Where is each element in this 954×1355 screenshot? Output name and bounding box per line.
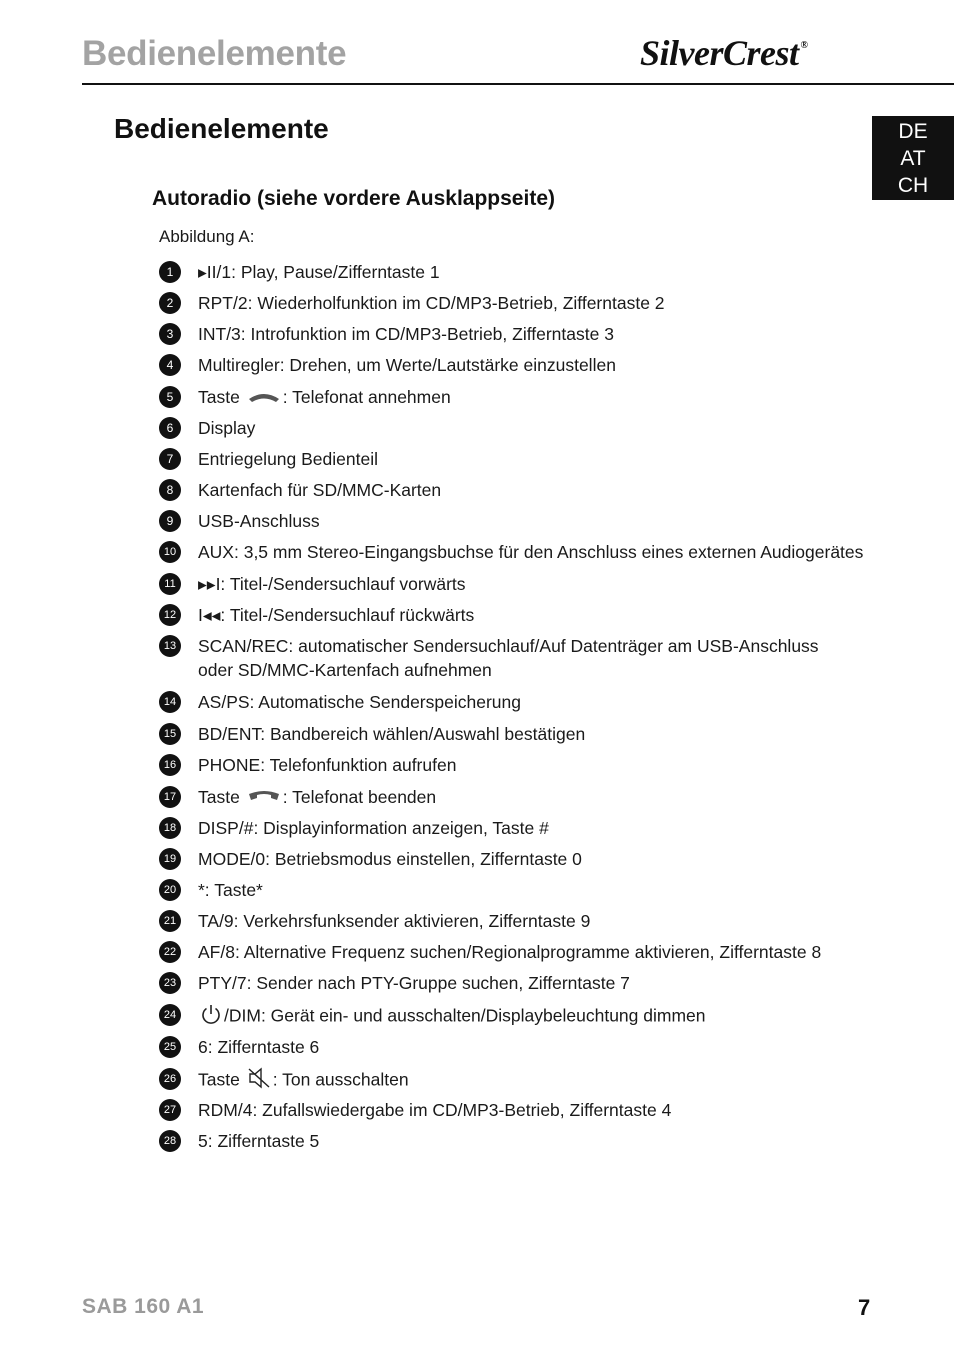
item-text: USB-Anschluss bbox=[198, 511, 320, 531]
list-item bbox=[159, 1130, 919, 1153]
subsection-title: Autoradio (siehe vordere Ausklappseite) bbox=[152, 187, 555, 210]
footer-model: SAB 160 A1 bbox=[82, 1295, 205, 1318]
item-number-badge: 23 bbox=[159, 972, 181, 994]
list-item bbox=[159, 261, 919, 284]
item-number-badge: 3 bbox=[159, 323, 181, 345]
item-text: PTY/7: Sender nach PTY-Gruppe suchen, Zifferntaste 7 bbox=[198, 973, 630, 993]
list-item bbox=[159, 1068, 919, 1095]
item-number-badge: 20 bbox=[159, 879, 181, 901]
item-number-badge: 19 bbox=[159, 848, 181, 870]
lang-de: DE bbox=[898, 119, 928, 143]
item-text: PHONE: Telefonfunktion aufrufen bbox=[198, 755, 457, 775]
item-text bbox=[198, 1003, 706, 1031]
item-text: MODE/0: Betriebsmodus einstellen, Zifferntaste 0 bbox=[198, 849, 582, 869]
item-number-badge: 27 bbox=[159, 1099, 181, 1121]
item-text: ▸▸I: Titel-/Sendersuchlauf vorwärts bbox=[198, 574, 466, 594]
item-text: INT/3: Introfunktion im CD/MP3-Betrieb, Zifferntaste 3 bbox=[198, 324, 614, 344]
list-item bbox=[159, 691, 919, 714]
header-divider bbox=[82, 83, 954, 85]
list-item bbox=[159, 1004, 919, 1031]
item-text: I◂◂: Titel-/Sendersuchlauf rückwärts bbox=[198, 605, 475, 625]
item-text: AF/8: Alternative Frequenz suchen/Regionalprogramme aktivieren, Zifferntaste 8 bbox=[198, 942, 822, 962]
item-number-badge: 9 bbox=[159, 510, 181, 532]
item-text-pre: Taste bbox=[198, 1069, 245, 1090]
item-text: Multiregler: Drehen, um Werte/Lautstärke einzustellen bbox=[198, 355, 616, 375]
item-number-badge: 26 bbox=[159, 1068, 181, 1090]
lang-at: AT bbox=[900, 146, 926, 170]
list-item bbox=[159, 941, 919, 964]
page-header-title: Bedienelemente bbox=[82, 34, 347, 73]
registered-mark: ® bbox=[800, 40, 808, 51]
item-text-post: /DIM: Gerät ein- und ausschalten/Displaybeleuchtung dimmen bbox=[224, 1005, 706, 1026]
item-number-badge: 16 bbox=[159, 754, 181, 776]
item-text: ▸II/1: Play, Pause/Zifferntaste 1 bbox=[198, 262, 440, 282]
item-number-badge: 15 bbox=[159, 723, 181, 745]
list-item bbox=[159, 910, 919, 933]
item-text: SCAN/REC: automatischer Sendersuchlauf/Auf Datenträger am USB-Anschluss oder SD/MMC-Kartenfach aufnehmen bbox=[198, 636, 819, 680]
item-text bbox=[198, 785, 436, 810]
item-number-badge: 24 bbox=[159, 1004, 181, 1026]
item-number-badge: 21 bbox=[159, 910, 181, 932]
phone-answer-icon bbox=[247, 386, 281, 410]
item-number-badge: 12 bbox=[159, 604, 181, 626]
list-item bbox=[159, 323, 919, 346]
item-number-badge: 22 bbox=[159, 941, 181, 963]
section-title: Bedienelemente bbox=[114, 113, 329, 144]
item-text-post: : Ton ausschalten bbox=[272, 1069, 409, 1090]
list-item bbox=[159, 292, 919, 315]
item-text-pre: Taste bbox=[198, 387, 245, 407]
item-number-badge: 1 bbox=[159, 261, 181, 283]
item-number-badge: 2 bbox=[159, 292, 181, 314]
language-tab bbox=[872, 116, 954, 200]
item-text: Entriegelung Bedienteil bbox=[198, 449, 378, 469]
item-text: DISP/#: Displayinformation anzeigen, Taste # bbox=[198, 818, 549, 838]
list-item bbox=[159, 448, 919, 471]
list-item bbox=[159, 510, 919, 533]
item-number-badge: 11 bbox=[159, 573, 181, 595]
item-text: TA/9: Verkehrsfunksender aktivieren, Zifferntaste 9 bbox=[198, 911, 591, 931]
list-item bbox=[159, 754, 919, 777]
list-item bbox=[159, 386, 919, 410]
list-item bbox=[159, 972, 919, 995]
list-item bbox=[159, 541, 919, 564]
item-number-badge: 8 bbox=[159, 479, 181, 501]
list-item bbox=[159, 635, 919, 682]
mute-icon bbox=[247, 1067, 271, 1095]
item-text: Display bbox=[198, 418, 256, 438]
item-number-badge: 13 bbox=[159, 635, 181, 657]
figure-reference: Abbildung A: bbox=[159, 227, 255, 246]
item-number-badge: 10 bbox=[159, 541, 181, 563]
item-number-badge: 5 bbox=[159, 386, 181, 408]
list-item bbox=[159, 1099, 919, 1122]
item-text bbox=[198, 1067, 409, 1095]
item-number-badge: 25 bbox=[159, 1036, 181, 1058]
item-text: Kartenfach für SD/MMC-Karten bbox=[198, 480, 442, 500]
item-text-post: : Telefonat annehmen bbox=[282, 387, 451, 407]
item-text: AS/PS: Automatische Senderspeicherung bbox=[198, 692, 521, 712]
list-item bbox=[159, 786, 919, 810]
item-text bbox=[198, 385, 451, 410]
list-item bbox=[159, 817, 919, 840]
item-text: 6: Zifferntaste 6 bbox=[198, 1037, 320, 1057]
item-number-badge: 4 bbox=[159, 354, 181, 376]
list-item bbox=[159, 417, 919, 440]
item-text-pre: Taste bbox=[198, 787, 245, 807]
power-icon bbox=[200, 1003, 222, 1031]
brand-name: SilverCrest bbox=[640, 33, 799, 73]
item-text-post: : Telefonat beenden bbox=[282, 787, 437, 807]
item-number-badge: 6 bbox=[159, 417, 181, 439]
item-text: AUX: 3,5 mm Stereo-Eingangsbuchse für den Anschluss eines externen Audiogerätes bbox=[198, 542, 864, 562]
item-number-badge: 28 bbox=[159, 1130, 181, 1152]
item-text: BD/ENT: Bandbereich wählen/Auswahl bestätigen bbox=[198, 724, 586, 744]
item-number-badge: 14 bbox=[159, 691, 181, 713]
list-item bbox=[159, 723, 919, 746]
item-text: 5: Zifferntaste 5 bbox=[198, 1131, 320, 1151]
list-item bbox=[159, 354, 919, 377]
item-number-badge: 18 bbox=[159, 817, 181, 839]
list-item bbox=[159, 573, 919, 596]
phone-hangup-icon bbox=[247, 786, 281, 810]
item-number-badge: 7 bbox=[159, 448, 181, 470]
list-item bbox=[159, 848, 919, 871]
item-text: *: Taste* bbox=[198, 880, 263, 900]
list-item bbox=[159, 479, 919, 502]
item-number-badge: 17 bbox=[159, 786, 181, 808]
lang-ch: CH bbox=[897, 173, 929, 197]
page-number: 7 bbox=[858, 1295, 871, 1320]
item-text: RPT/2: Wiederholfunktion im CD/MP3-Betrieb, Zifferntaste 2 bbox=[198, 293, 665, 313]
list-item bbox=[159, 1036, 919, 1059]
item-text: RDM/4: Zufallswiedergabe im CD/MP3-Betrieb, Zifferntaste 4 bbox=[198, 1100, 672, 1120]
list-item bbox=[159, 604, 919, 627]
brand-logo bbox=[640, 32, 808, 74]
list-item bbox=[159, 879, 919, 902]
